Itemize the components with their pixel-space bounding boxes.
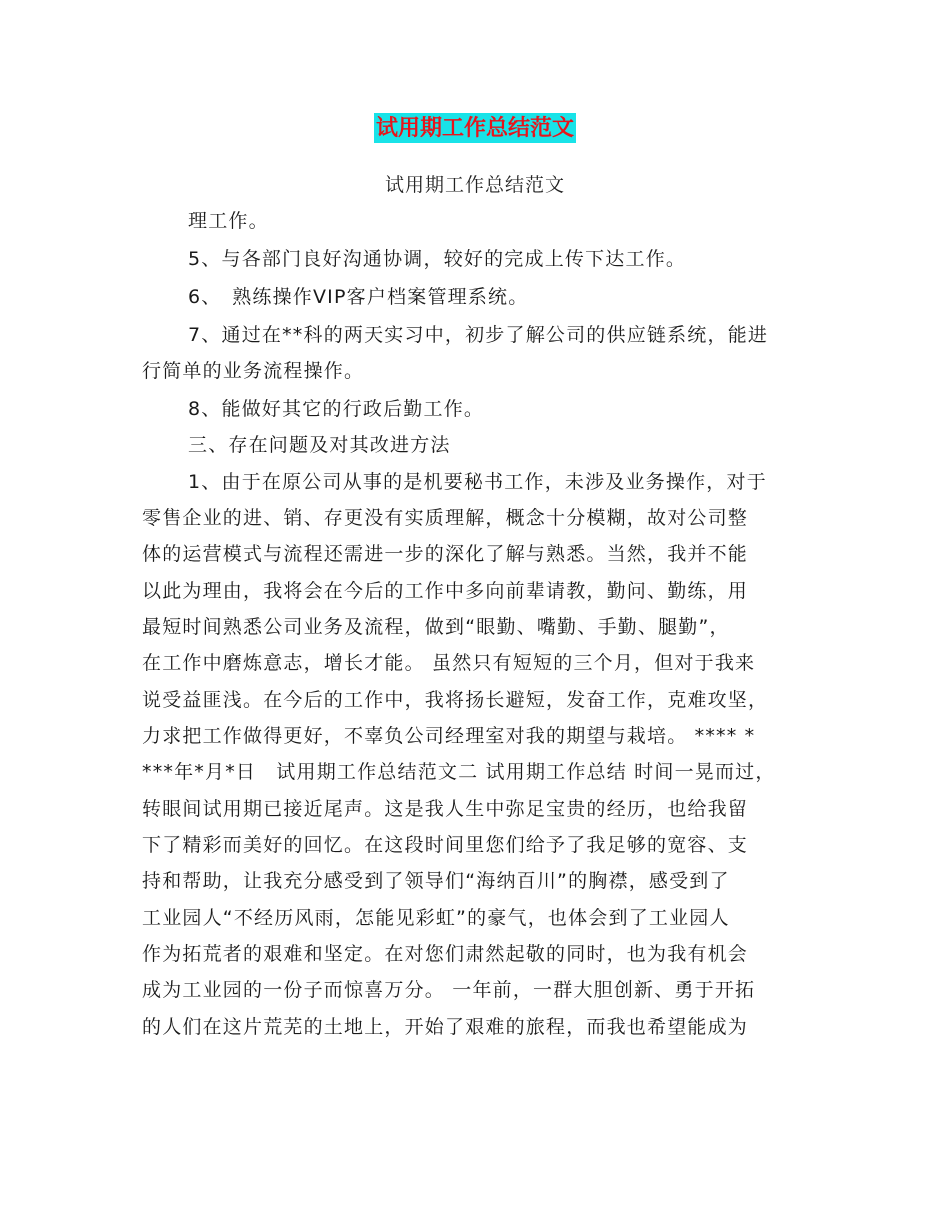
body-line: 5、与各部门良好沟通协调，较好的完成上传下达工作。 (188, 248, 687, 270)
body-line: 体的运营模式与流程还需进一步的深化了解与熟悉。当然，我并不能 (142, 543, 749, 565)
body-line: 工业园人“不经历风雨，怎能见彩虹”的豪气，也体会到了工业园人 (142, 907, 730, 929)
document-subtitle: 试用期工作总结范文 (384, 174, 565, 196)
body-line: 转眼间试用期已接近尾声。这是我人生中弥足宝贵的经历，也给我留 (142, 798, 749, 820)
body-line: 在工作中磨炼意志，增长才能。 虽然只有短短的三个月，但对于我来 (142, 652, 756, 674)
body-line: 下了精彩而美好的回忆。在这段时间里您们给予了我足够的宽容、支 (142, 834, 749, 856)
body-line: 7、通过在**科的两天实习中，初步了解公司的供应链系统，能进 (188, 324, 769, 346)
body-line: 最短时间熟悉公司业务及流程，做到“眼勤、嘴勤、手勤、腿勤”， (142, 616, 730, 638)
body-line: 行简单的业务流程操作。 (142, 360, 365, 382)
body-line: 以此为理由，我将会在今后的工作中多向前辈请教，勤问、勤练，用 (142, 580, 749, 602)
body-line: 理工作。 (188, 210, 269, 232)
body-line: 力求把工作做得更好，不辜负公司经理室对我的期望与栽培。 **** * (142, 725, 756, 747)
body-line: 6、 熟练操作VIP客户档案管理系统。 (188, 286, 529, 308)
body-line: 成为工业园的一份子而惊喜万分。 一年前，一群大胆创新、勇于开拓 (142, 979, 756, 1001)
body-line: 作为拓荒者的艰难和坚定。在对您们肃然起敬的同时，也为我有机会 (142, 943, 749, 965)
body-line: 1、由于在原公司从事的是机要秘书工作，未涉及业务操作，对于 (188, 471, 767, 493)
body-line: 零售企业的进、销、存更没有实质理解，概念十分模糊，故对公司整 (142, 507, 749, 529)
body-line: 三、存在问题及对其改进方法 (188, 434, 451, 456)
body-line: 持和帮助，让我充分感受到了领导们“海纳百川”的胸襟，感受到了 (142, 870, 730, 892)
document-title: 试用期工作总结范文 (375, 115, 574, 141)
body-line: ***年*月*日 试用期工作总结范文二 试用期工作总结 时间一晃而过， (142, 761, 776, 783)
body-line: 说受益匪浅。在今后的工作中，我将扬长避短，发奋工作，克难攻坚， (142, 689, 769, 711)
body-line: 8、能做好其它的行政后勤工作。 (188, 398, 485, 420)
body-line: 的人们在这片荒芜的土地上，开始了艰难的旅程，而我也希望能成为 (142, 1016, 749, 1038)
